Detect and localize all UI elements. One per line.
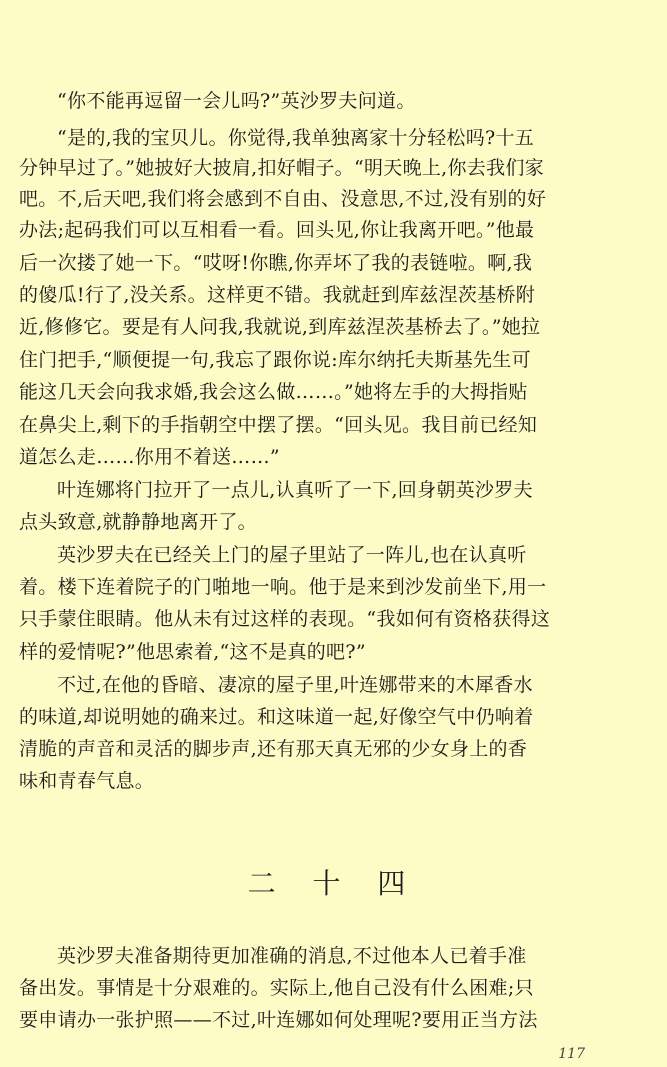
text-line: 分钟早过了。”她披好大披肩,扣好帽子。“明天晚上,你去我们家 [19,157,545,179]
text-line: 能这几天会向我求婚,我会这么做……。”她将左手的大拇指贴 [19,381,528,403]
text-line: 叶连娜将门拉开了一点儿,认真听了一下,回身朝英沙罗夫 [57,479,533,501]
text-line: 英沙罗夫准备期待更加准确的消息,不过他本人已着手准 [57,945,527,967]
text-line: 不过,在他的昏暗、凄凉的屋子里,叶连娜带来的木犀香水 [57,674,533,696]
text-line: “是的,我的宝贝儿。你觉得,我单独离家十分轻松吗?十五 [57,127,535,149]
text-line: 只手蒙住眼睛。他从未有过这样的表现。“我如何有资格获得这 [19,608,551,630]
page-number: 117 [558,1046,585,1062]
text-line: 后一次搂了她一下。“哎呀!你瞧,你弄坏了我的表链啦。啊,我 [19,252,533,274]
chapter-title: 二 十 四 [247,867,420,900]
text-line: 味和青春气息。 [19,770,155,792]
text-line: 点头致意,就静静地离开了。 [19,511,257,533]
text-line: 办法;起码我们可以互相看一看。回头见,你让我离开吧。”他最 [19,219,535,241]
text-line: 在鼻尖上,剩下的手指朝空中摆了摆。“回头见。我目前已经知 [19,414,538,436]
text-line: 清脆的声音和灵活的脚步声,还有那天真无邪的少女身上的香 [19,738,528,760]
text-line: 道怎么走……你用不着送……” [19,446,280,468]
text-line: 着。楼下连着院子的门啪地一响。他于是来到沙发前坐下,用一 [19,576,547,598]
text-line: 要申请办一张护照——不过,叶连娜如何处理呢?要用正当方法 [19,1009,538,1031]
text-line: 吧。不,后天吧,我们将会感到不自由、没意思,不过,没有别的好 [19,188,547,210]
text-line: 近,修修它。要是有人问我,我就说,到库兹涅茨基桥去了。”她拉 [19,316,541,338]
text-line: “你不能再逗留一会儿吗?”英沙罗夫问道。 [57,90,416,112]
text-line: 备出发。事情是十分艰难的。实际上,他自己没有什么困难;只 [19,977,534,999]
text-line: 的味道,却说明她的确来过。和这味道一起,好像空气中仍响着 [19,706,534,728]
text-line: 住门把手,“顺便提一句,我忘了跟你说:库尔纳托夫斯基先生可 [19,349,531,371]
text-line: 的傻瓜!行了,没关系。这样更不错。我就赶到库兹涅茨基桥附 [19,284,536,306]
text-line: 样的爱情呢?”他思索着,“这不是真的吧?” [19,641,366,663]
text-line: 英沙罗夫在已经关上门的屋子里站了一阵儿,也在认真听 [57,544,527,566]
